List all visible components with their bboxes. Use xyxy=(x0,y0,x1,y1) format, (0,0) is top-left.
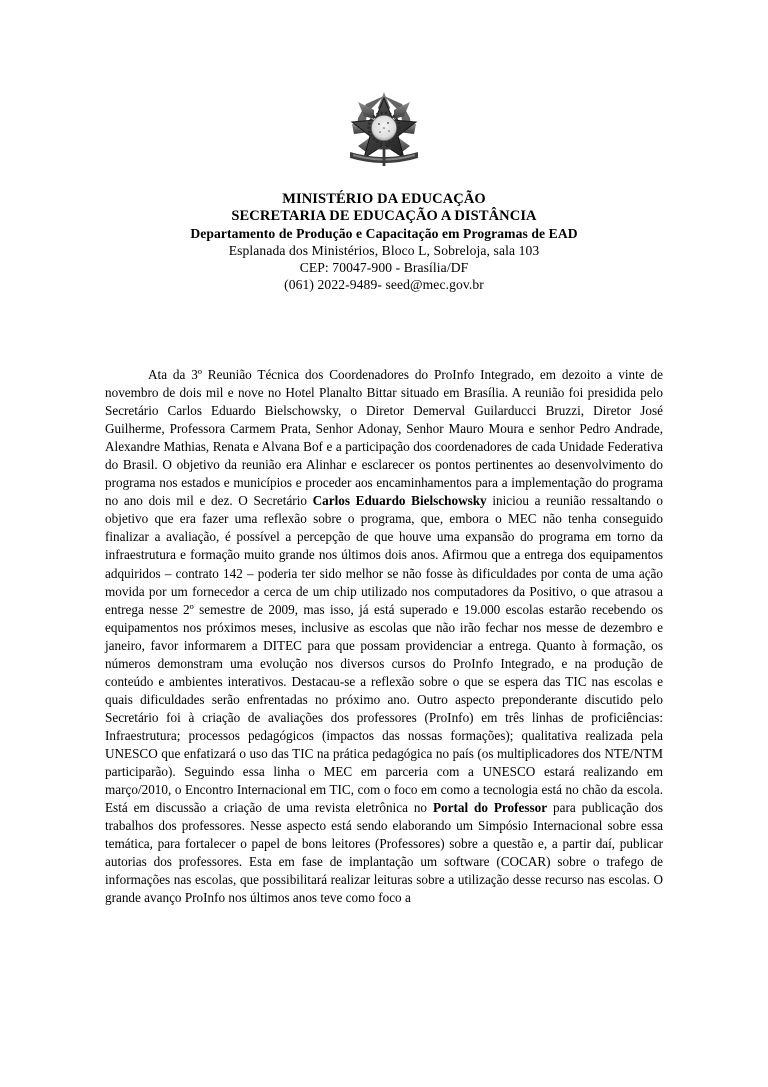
emphasis-secretary-name: Carlos Eduardo Bielschowsky xyxy=(312,493,487,509)
emphasis-portal-do-professor: Portal do Professor xyxy=(432,800,548,816)
body-segment-3: para publicação dos trabalhos dos professores. Nesse aspecto está sendo elaborando um Simpósio Internacional sobre essa temática, para fortalecer o papel de bons leitores (Professores) sobre a questão e, a partir daí, publicar autorias dos professores. Esta em fase de implantação um software (COCAR) sobre o trafego de informações nas escolas, que possibilitará realizar leituras sobre a utilização desse recurso nas escolas. O grande avanço ProInfo nos últimos anos teve como foco a xyxy=(105,800,663,906)
body-segment-1: Ata da 3º Reunião Técnica dos Coordenadores do ProInfo Integrado, em dezoito a vinte de novembro de dois mil e nove no Hotel Planalto Bittar situado em Brasília. A reunião foi presidida pelo Secretário Carlos Eduardo Bielschowsky, o Diretor Demerval Guilarducci Bruzzi, Diretor José Guilherme, Professora Carmem Prata, Senhor Adonay, Senhor Mauro Moura e senhor Pedro Andrade, Alexandre Mathias, Renata e Alvana Bof e a participação dos coordenadores de cada Unidade Federativa do Brasil. O objetivo da reunião era Alinhar e esclarecer os pontos pertinentes ao desenvolvimento do programa nos estados e municípios e proceder aos encaminhamentos para a implementação do programa no ano dois mil e dez. O Secretário xyxy=(105,367,663,509)
brazil-coat-of-arms-icon xyxy=(344,86,424,168)
ministry-title: MINISTÉRIO DA EDUCAÇÃO xyxy=(282,191,486,207)
secretariat-title: SECRETARIA DE EDUCAÇÃO A DISTÂNCIA xyxy=(231,208,537,224)
contact-line: (061) 2022-9489- seed@mec.gov.br xyxy=(284,277,484,292)
postal-code-line: CEP: 70047-900 - Brasília/DF xyxy=(299,260,469,275)
emblem-container xyxy=(0,86,768,168)
minutes-paragraph xyxy=(105,366,663,907)
letterhead xyxy=(0,191,768,293)
document-body xyxy=(105,366,663,907)
address-line: Esplanada dos Ministérios, Bloco L, Sobreloja, sala 103 xyxy=(228,243,540,258)
department-title: Departamento de Produção e Capacitação em Programas de EAD xyxy=(190,226,578,241)
body-segment-2: iniciou a reunião ressaltando o objetivo que era fazer uma reflexão sobre o programa, que, embora o MEC não tenha conseguido finalizar a avaliação, é possível a percepção de que houve uma expansão do programa em torno da infraestrutura e formação muito grande nos últimos dois anos. Afirmou que a entrega dos equipamentos adquiridos – contrato 142 – poderia ter sido melhor se não fosse às dificuldades por conta de uma ação movida por um fornecedor a cerca de um chip utilizado nos computadores da Positivo, o que atrasou a entrega nesse 2º semestre de 2009, mas isso, já está superado e 19.000 escolas estarão recebendo os equipamentos nos próximos meses, inclusive as escolas que não irão fechar nos messe de dezembro e janeiro, favor informarem a DITEC para que possam providenciar a entrega. Quanto à formação, os números demonstram uma evolução nos diversos cursos do ProInfo Integrado, e na produção de conteúdo e ambientes interativos. Destacau-se a reflexão sobre o que se espera das TIC nas escolas e quais dificuldades serão enfrentadas no próximo ano. Outro aspecto preponderante discutido pelo Secretário foi à criação de avaliações dos professores (ProInfo) em três linhas de proficiências: Infraestrutura; processos pedagógicos (impactos das nossas formações); qualitativa realizada pela UNESCO que enfatizará o uso das TIC na prática pedagógica no país (os multiplicadores dos NTE/NTM participarão). Seguindo essa linha o MEC em parceria com a UNESCO estará realizando em março/2010, o Encontro Internacional em TIC, com o foco em como a tecnologia está no chão da escola. Está em discussão a criação de uma revista eletrônica no xyxy=(105,493,663,816)
